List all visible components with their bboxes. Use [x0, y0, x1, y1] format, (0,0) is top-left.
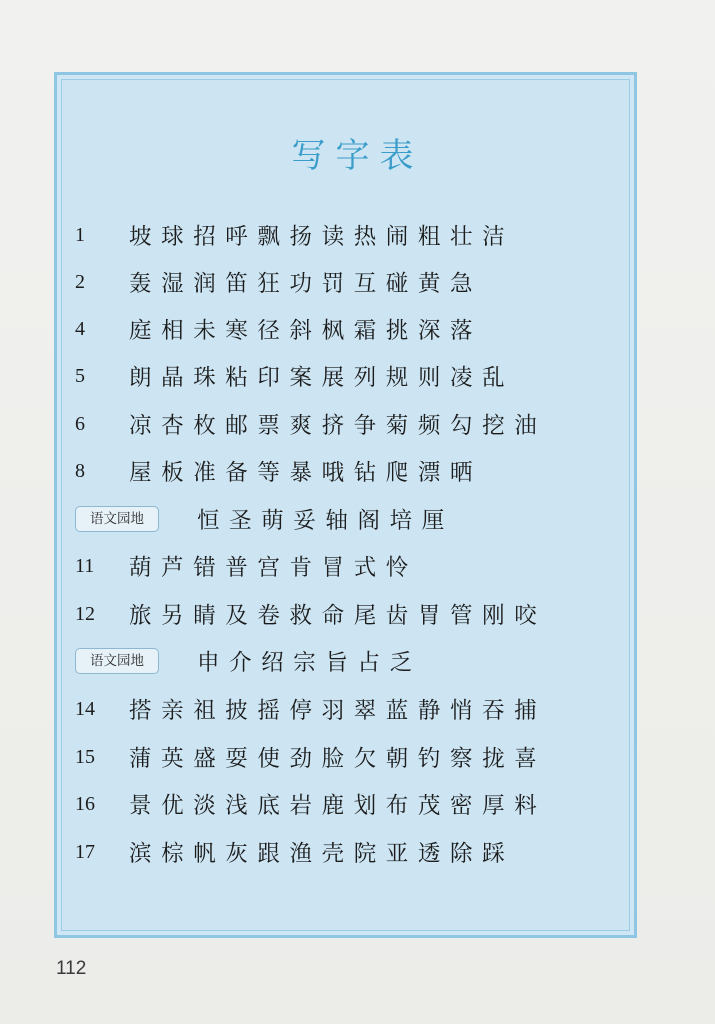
lesson-number: 16 [75, 792, 95, 815]
character-list: 旅另睛及卷救命尾齿胃管刚咬 [129, 603, 547, 629]
character-row [75, 217, 514, 253]
character-row [75, 786, 546, 822]
character-row [75, 596, 546, 632]
character-row [75, 264, 482, 300]
character-list: 滨棕帆灰跟渔壳院亚透除踩 [129, 841, 515, 867]
lesson-number: 8 [75, 459, 85, 482]
character-list: 蒲英盛耍使劲脸欠朝钓察拢喜 [129, 746, 547, 772]
character-list: 申介绍宗旨占乏 [197, 650, 422, 676]
character-row [75, 548, 418, 584]
lesson-number: 2 [75, 270, 85, 293]
lesson-number: 5 [75, 364, 85, 387]
character-list: 朗晶珠粘印案展列规则凌乱 [129, 365, 515, 391]
yuwen-yuandi-badge: 语文园地 [75, 506, 159, 532]
character-row [75, 406, 546, 442]
character-row [75, 453, 482, 489]
yuwen-yuandi-badge: 语文园地 [75, 648, 159, 674]
character-list: 轰湿润笛狂功罚互碰黄急 [129, 271, 483, 297]
character-row [75, 358, 514, 394]
character-list: 凉杏枚邮票爽挤争菊频勾挖油 [129, 413, 547, 439]
lesson-number: 11 [75, 554, 95, 577]
character-list: 坡球招呼飘扬读热闹粗壮洁 [129, 224, 515, 250]
character-row [75, 501, 454, 537]
character-list: 景优淡浅底岩鹿划布茂密厚料 [129, 793, 547, 819]
character-row [75, 834, 514, 870]
character-row [75, 643, 422, 679]
lesson-number: 12 [75, 602, 95, 625]
lesson-number: 1 [75, 223, 85, 246]
character-row [75, 739, 546, 775]
character-list: 搭亲祖披摇停羽翠蓝静悄吞捕 [129, 698, 547, 724]
character-list: 庭相未寒径斜枫霜挑深落 [129, 318, 483, 344]
character-list: 葫芦错普宫肯冒式怜 [129, 555, 418, 581]
page-title: 写字表 [291, 136, 424, 176]
lesson-number: 17 [75, 840, 95, 863]
page-number: 112 [56, 958, 87, 979]
character-list: 恒圣萌妥轴阁培厘 [197, 508, 454, 534]
lesson-number: 14 [75, 697, 95, 720]
character-row [75, 311, 482, 347]
lesson-number: 6 [75, 412, 85, 435]
character-list: 屋板准备等暴哦钻爬漂晒 [129, 460, 483, 486]
character-row [75, 691, 546, 727]
lesson-number: 4 [75, 317, 85, 340]
lesson-number: 15 [75, 745, 95, 768]
